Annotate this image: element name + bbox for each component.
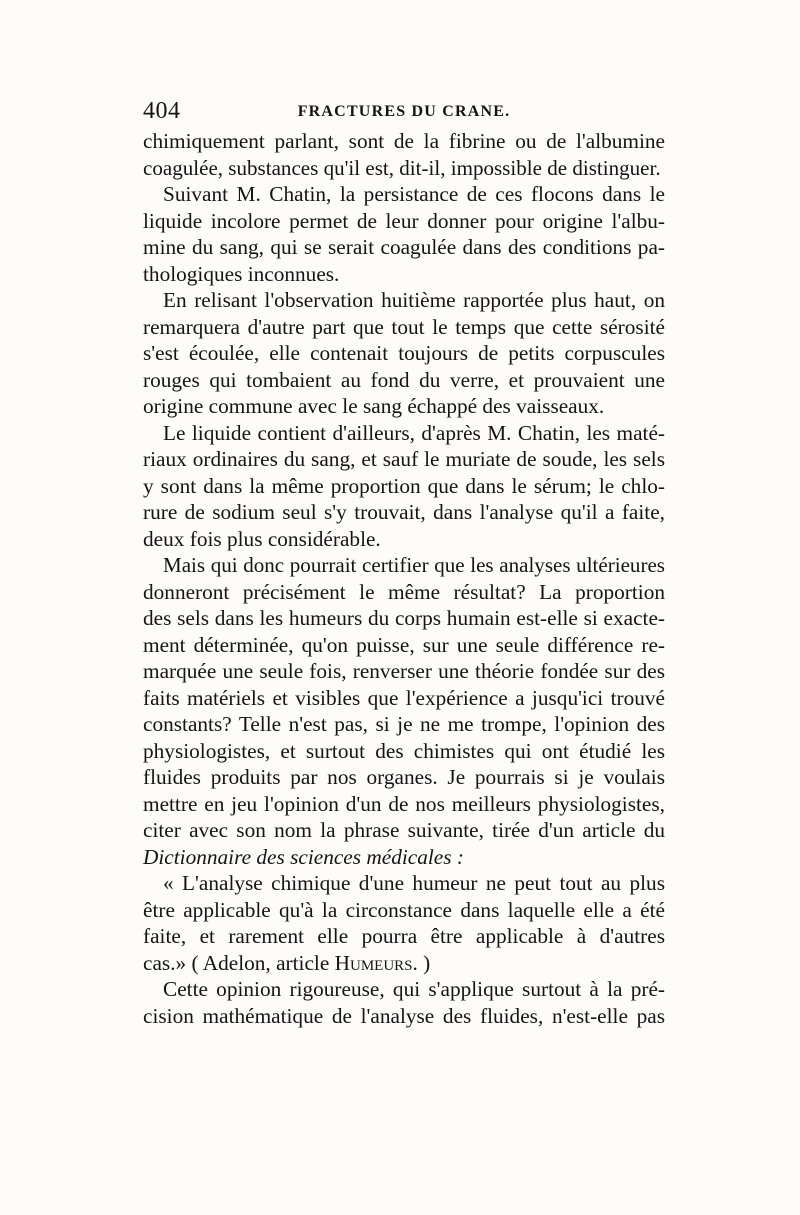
- text-line: des sels dans les humeurs du corps humain est-elle si exacte-: [143, 606, 665, 630]
- text-line: rouges qui tombaient au fond du verre, et prouvaient une: [143, 367, 665, 392]
- text-line: chimiquement parlant, sont de la fibrine ou de l'albumine: [143, 129, 665, 153]
- text-line: marquée une seule fois, renverser une théorie fondée sur des: [143, 659, 665, 683]
- text-line: remarquera d'autre part que tout le temps que cette sérosité: [143, 314, 665, 339]
- text-line: mettre en jeu l'opinion d'un de nos meilleurs physiologistes,: [143, 791, 665, 816]
- text-line: fluides produits par nos organes. Je pourrais si je voulais: [143, 765, 665, 789]
- text-line: thologiques inconnues.: [143, 261, 340, 286]
- text-line: physiologistes, et surtout des chimistes qui ont étudié les: [143, 738, 665, 763]
- quote-line: faite, et rarement elle pourra être applicable à d'autres: [143, 924, 665, 948]
- text-line: Cette opinion rigoureuse, qui s'applique surtout à la pré-: [163, 977, 665, 1001]
- citation-closing: . ): [412, 950, 431, 975]
- citation-text: cas.» ( Adelon, article: [143, 950, 335, 975]
- text-line: cision mathématique de l'analyse des fluides, n'est-elle pas: [143, 1003, 665, 1028]
- text-line: constants? Telle n'est pas, si je ne me trompe, l'opinion des: [143, 712, 665, 736]
- text-line: En relisant l'observation huitième rapportée plus haut, on: [163, 288, 665, 312]
- text-line: s'est écoulée, elle contenait toujours de petits corpuscules: [143, 341, 665, 365]
- text-line: mine du sang, qui se serait coagulée dans des conditions pa-: [143, 235, 665, 259]
- text-line: liquide incolore permet de leur donner pour origine l'albu-: [143, 208, 665, 233]
- text-line: Dictionnaire des sciences médicales :: [143, 844, 464, 869]
- text-line: ment déterminée, qu'on puisse, sur une seule différence re-: [143, 632, 665, 657]
- text-line: Suivant M. Chatin, la persistance de ces flocons dans le: [163, 182, 665, 206]
- quote-line: être applicable qu'à la circonstance dans laquelle elle a été: [143, 897, 665, 922]
- quote-line: « L'analyse chimique d'une humeur ne peut tout au plus: [163, 871, 665, 895]
- text-line: citer avec son nom la phrase suivante, tirée d'un article du: [143, 818, 665, 842]
- text-line: y sont dans la même proportion que dans le sérum; le chlo-: [143, 473, 665, 498]
- page-header: [143, 98, 665, 128]
- page-number: 404: [143, 98, 181, 124]
- text-line: Le liquide contient d'ailleurs, d'après M. Chatin, les maté-: [163, 420, 665, 445]
- text-line: coagulée, substances qu'il est, dit-il, impossible de distinguer.: [143, 155, 661, 180]
- body-text: [143, 128, 665, 1029]
- running-title: FRACTURES DU CRANE.: [297, 103, 511, 120]
- text-line: faits matériels et visibles que l'expérience a jusqu'ici trouvé: [143, 685, 665, 710]
- citation-line: [143, 950, 665, 977]
- text-line: deux fois plus considérable.: [143, 526, 381, 551]
- text-line: Mais qui donc pourrait certifier que les analyses ultérieures: [163, 553, 665, 577]
- citation-term: Humeurs: [334, 950, 413, 975]
- text-line: donneront précisément le même résultat? La proportion: [143, 579, 665, 604]
- text-line: rure de sodium seul s'y trouvait, dans l'analyse qu'il a faite,: [143, 500, 665, 524]
- text-line: origine commune avec le sang échappé des vaisseaux.: [143, 394, 605, 418]
- text-line: riaux ordinaires du sang, et sauf le muriate de soude, les sels: [143, 447, 665, 471]
